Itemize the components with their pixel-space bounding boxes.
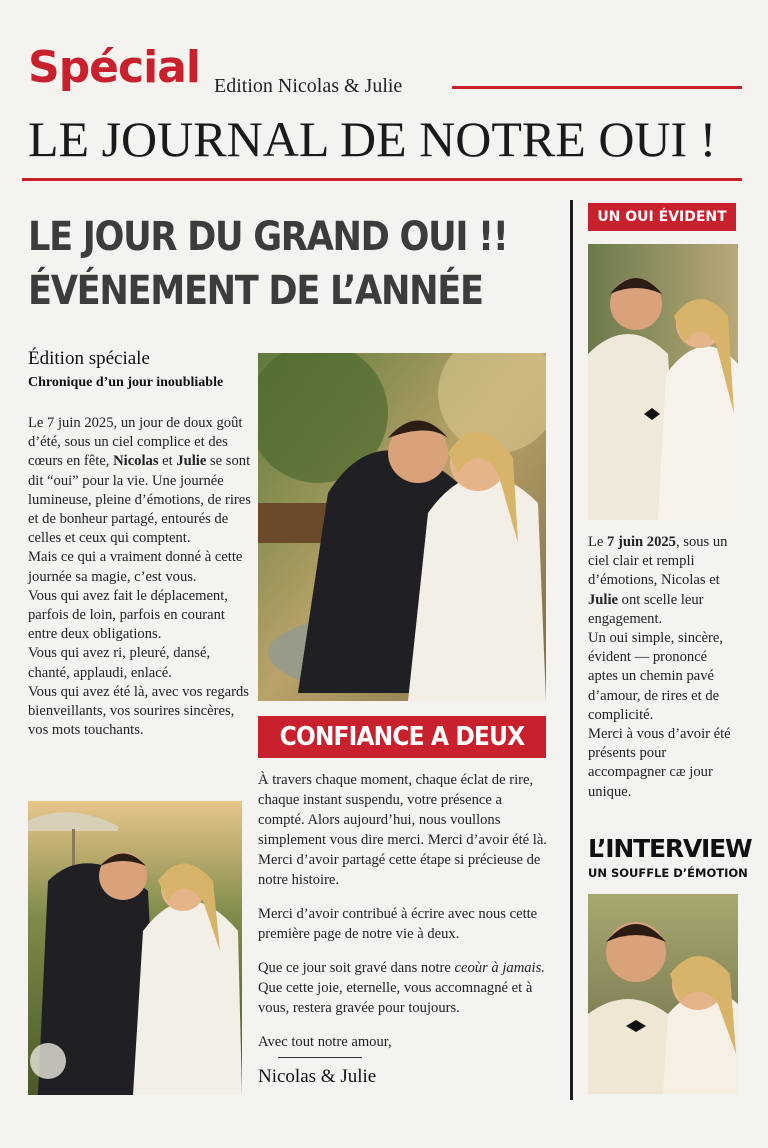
masthead-title: LE JOURNAL DE NOTRE OUI ! [28,111,717,167]
bench-couple-photo [28,801,242,1095]
sidebar-article-body [588,533,738,802]
left-paragraph-3: Vous qui avez fait le déplacement, parfois de loin, parfois en courant entre deux obligations. [28,587,228,643]
interview-title: L’INTERVIEW [588,834,752,863]
headline-line-2: ÉVÉNEMENT DE L’ANNÉE [28,268,483,314]
handwritten-phrase: ceoùr à jamais. [454,960,545,976]
center-paragraph-2: Merci d’avoir contribué à écrire avec nous cette première page de notre vie à deux. [258,906,538,942]
interview-portrait-photo [588,894,738,1094]
left-paragraph-1: Le 7 juin 2025, un jour de doux goût d’été, sous un ciel complice et des cœurs en fête, Nicolas et Julie se sont dit “oui” pour la vie. Une journée lumineuse, pleine d’émotions, de rires et de bonheur partagé, entourés de celles et ceux qui comptent. [28,415,251,547]
center-paragraph-1: À travers chaque moment, chaque éclat de rire, chaque instant suspendu, votre présence a compté. Alors aujourd’hui, nous voullons simplement vous dire merci. Merci d’avoir été là. Merci d’avoir partagé cette étape si précieuse de notre histoire. [258,772,547,888]
sidebar-paragraph-2: Un oui simple, sincère, évident — prononcé aptes un chemin pavé d’amour, de rires et de complicité. [588,630,723,723]
left-article-body [28,414,252,740]
section-banner: CONFIANCE A DEUX [258,716,546,758]
edition-label: Edition Nicolas & Julie [214,75,403,97]
special-label: Spécial [28,42,200,93]
main-headline [28,210,568,318]
left-paragraph-2: Mais ce qui a vraiment donné à cette journée sa magie, c’est vous. [28,549,243,585]
left-paragraph-4: Vous qui avez ri, pleuré, dansé, chanté, applaudi, enlacé. [28,645,211,681]
masthead-divider [22,178,742,181]
sidebar-couple-photo [588,244,738,520]
interview-subtitle: UN SOUFFLE D’ÉMOTION [588,866,748,880]
header-divider [452,86,742,89]
signature: Nicolas & Julie [258,1066,377,1087]
article-subtitle: Chronique d’un jour inoubliable [28,375,224,390]
center-paragraph-3: Que ce jour soit gravé dans notre ceoùr à jamais. Que cette joie, eternelle, vous accomnagné et à vous, restera gravée pour toujours. [258,960,545,1016]
column-divider [570,200,573,1100]
sidebar-paragraph-3: Merci à vous d’avoir été présents pour accompagner cæ jour unique. [588,726,731,800]
signature-underline [278,1057,362,1058]
sidebar-paragraph-1: Le 7 juin 2025, sous un ciel clair et rempli d’émotions, Nicolas et Julie ont scelle leur engagement. [588,534,728,627]
headline-line-1: LE JOUR DU GRAND OUI !! [28,214,508,260]
closing-line: Avec tout notre amour, [258,1034,392,1050]
center-article-body [258,770,550,1066]
main-couple-photo [258,353,546,701]
left-paragraph-5: Vous qui avez été là, avec vos regards bienveillants, vos sourires sincères, vos mots touchants. [28,683,249,739]
article-title: Édition spéciale [28,348,150,369]
sidebar-tag: UN OUI ÉVIDENT [588,203,736,231]
